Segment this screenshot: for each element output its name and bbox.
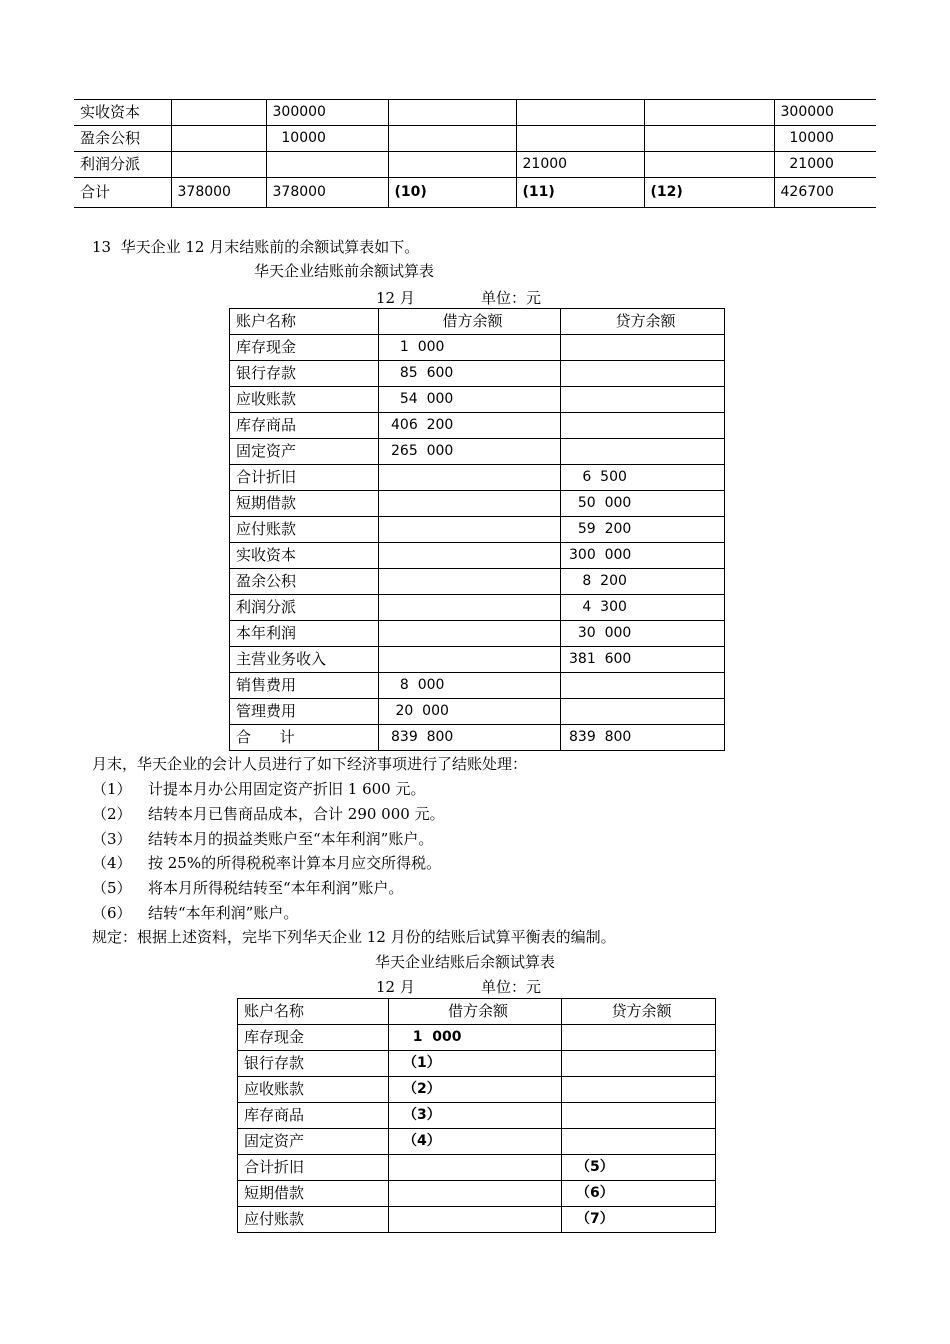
amount-cell: (12) bbox=[644, 178, 774, 208]
account-name-cell: 盈余公积 bbox=[230, 569, 379, 595]
item-number: （1） bbox=[92, 780, 132, 798]
table-row bbox=[230, 699, 725, 725]
credit-cell: 50 000 bbox=[561, 491, 725, 517]
account-name-cell: 银行存款 bbox=[238, 1051, 389, 1077]
account-name-cell: 短期借款 bbox=[230, 491, 379, 517]
table-row bbox=[238, 1155, 716, 1181]
amount-cell bbox=[388, 100, 516, 126]
credit-cell: 4 300 bbox=[561, 595, 725, 621]
post-closing-trial-balance-table bbox=[237, 998, 716, 1233]
table-row bbox=[230, 569, 725, 595]
amount-cell bbox=[644, 126, 774, 152]
table-row bbox=[230, 647, 725, 673]
debit-cell bbox=[389, 1155, 562, 1181]
table1-period: 12 月 bbox=[376, 289, 415, 307]
header-credit: 贷方余额 bbox=[562, 999, 716, 1025]
requirement: 规定：根据上述资料，完毕下列华天企业 12 月份的结账后试算平衡表的编制。 bbox=[92, 928, 616, 946]
credit-cell bbox=[562, 1129, 716, 1155]
credit-cell bbox=[561, 335, 725, 361]
item-number: （6） bbox=[92, 904, 132, 922]
debit-cell bbox=[379, 569, 561, 595]
amount-cell: 21000 bbox=[516, 152, 644, 178]
table-row bbox=[238, 1051, 716, 1077]
narrative: 月末，华天企业的会计人员进行了如下经济事项进行了结账处理： bbox=[92, 755, 528, 773]
table1-unit: 单位：元 bbox=[481, 289, 542, 307]
account-name-cell: 合 计 bbox=[230, 725, 379, 751]
debit-cell bbox=[379, 543, 561, 569]
header-credit: 贷方余额 bbox=[561, 309, 725, 335]
table-row bbox=[230, 335, 725, 361]
account-name-cell: 实收资本 bbox=[230, 543, 379, 569]
credit-cell bbox=[561, 699, 725, 725]
debit-cell: 839 800 bbox=[379, 725, 561, 751]
credit-cell bbox=[562, 1051, 716, 1077]
account-name-cell: 固定资产 bbox=[238, 1129, 389, 1155]
debit-cell: （3） bbox=[389, 1103, 562, 1129]
credit-cell: （6） bbox=[562, 1181, 716, 1207]
credit-cell bbox=[561, 387, 725, 413]
amount-cell: 300000 bbox=[266, 100, 388, 126]
amount-cell bbox=[388, 126, 516, 152]
amount-cell: 378000 bbox=[171, 178, 266, 208]
credit-cell: 59 200 bbox=[561, 517, 725, 543]
amount-cell bbox=[388, 152, 516, 178]
debit-cell: 1 000 bbox=[379, 335, 561, 361]
amount-cell bbox=[171, 152, 266, 178]
item-text: 结转本月的损益类账户至“本年利润”账户。 bbox=[148, 829, 434, 848]
amount-cell bbox=[644, 100, 774, 126]
header-account: 账户名称 bbox=[238, 999, 389, 1025]
account-name-cell: 销售费用 bbox=[230, 673, 379, 699]
account-name-cell: 应收账款 bbox=[238, 1077, 389, 1103]
question-13-intro: 13 华天企业 12 月末结账前的余额试算表如下。 bbox=[92, 238, 420, 256]
debit-cell: （2） bbox=[389, 1077, 562, 1103]
account-name-cell: 库存商品 bbox=[238, 1103, 389, 1129]
amount-cell bbox=[644, 152, 774, 178]
table-row bbox=[74, 178, 876, 208]
table-row bbox=[230, 439, 725, 465]
debit-cell: 1 000 bbox=[389, 1025, 562, 1051]
table-row bbox=[230, 621, 725, 647]
amount-cell: 10000 bbox=[774, 126, 876, 152]
table-row bbox=[230, 673, 725, 699]
amount-cell: (11) bbox=[516, 178, 644, 208]
debit-cell bbox=[379, 647, 561, 673]
account-name-cell: 主营业务收入 bbox=[230, 647, 379, 673]
item-text: 计提本月办公用固定资产折旧 1 600 元。 bbox=[148, 780, 426, 798]
table-row bbox=[74, 152, 876, 178]
table-row bbox=[230, 543, 725, 569]
amount-cell bbox=[516, 100, 644, 126]
account-name-cell: 短期借款 bbox=[238, 1181, 389, 1207]
table2-period: 12 月 bbox=[376, 978, 415, 996]
account-name-cell: 实收资本 bbox=[74, 100, 171, 126]
account-name-cell: 本年利润 bbox=[230, 621, 379, 647]
item-number: （5） bbox=[92, 879, 132, 898]
amount-cell: 10000 bbox=[266, 126, 388, 152]
item-number: （3） bbox=[92, 829, 132, 848]
table-row bbox=[230, 725, 725, 751]
top-partial-table bbox=[74, 99, 876, 208]
account-name-cell: 库存现金 bbox=[230, 335, 379, 361]
account-name-cell: 应付账款 bbox=[238, 1207, 389, 1233]
item-text: 将本月所得税结转至“本年利润”账户。 bbox=[148, 879, 404, 898]
table-row bbox=[238, 1077, 716, 1103]
table-row bbox=[230, 465, 725, 491]
credit-cell bbox=[561, 361, 725, 387]
table-row bbox=[238, 1103, 716, 1129]
table-row bbox=[230, 517, 725, 543]
table-row bbox=[230, 361, 725, 387]
debit-cell bbox=[379, 491, 561, 517]
credit-cell bbox=[561, 673, 725, 699]
amount-cell bbox=[171, 100, 266, 126]
account-name-cell: 盈余公积 bbox=[74, 126, 171, 152]
amount-cell: 21000 bbox=[774, 152, 876, 178]
table-row bbox=[238, 1025, 716, 1051]
credit-cell: 30 000 bbox=[561, 621, 725, 647]
credit-cell bbox=[561, 439, 725, 465]
credit-cell: 839 800 bbox=[561, 725, 725, 751]
credit-cell bbox=[561, 413, 725, 439]
credit-cell: 6 500 bbox=[561, 465, 725, 491]
account-name-cell: 库存商品 bbox=[230, 413, 379, 439]
table1-header-row bbox=[230, 309, 725, 335]
account-name-cell: 库存现金 bbox=[238, 1025, 389, 1051]
amount-cell bbox=[266, 152, 388, 178]
debit-cell: 406 200 bbox=[379, 413, 561, 439]
amount-cell: (10) bbox=[388, 178, 516, 208]
table-row bbox=[230, 387, 725, 413]
table2-title: 华天企业结账后余额试算表 bbox=[375, 953, 556, 971]
debit-cell: 265 000 bbox=[379, 439, 561, 465]
amount-cell: 426700 bbox=[774, 178, 876, 208]
debit-cell bbox=[379, 621, 561, 647]
amount-cell bbox=[171, 126, 266, 152]
account-name-cell: 银行存款 bbox=[230, 361, 379, 387]
table2-header-row bbox=[238, 999, 716, 1025]
table-row bbox=[238, 1207, 716, 1233]
credit-cell: 300 000 bbox=[561, 543, 725, 569]
table-row bbox=[238, 1181, 716, 1207]
debit-cell bbox=[389, 1181, 562, 1207]
credit-cell: （5） bbox=[562, 1155, 716, 1181]
debit-cell bbox=[379, 517, 561, 543]
account-name-cell: 合计折旧 bbox=[230, 465, 379, 491]
account-name-cell: 合计折旧 bbox=[238, 1155, 389, 1181]
account-name-cell: 利润分派 bbox=[74, 152, 171, 178]
debit-cell: 85 600 bbox=[379, 361, 561, 387]
amount-cell: 300000 bbox=[774, 100, 876, 126]
debit-cell bbox=[379, 595, 561, 621]
header-account: 账户名称 bbox=[230, 309, 379, 335]
table1-title: 华天企业结账前余额试算表 bbox=[254, 262, 435, 280]
item-text: 结转“本年利润”账户。 bbox=[148, 904, 299, 922]
pre-closing-trial-balance-table bbox=[229, 308, 725, 751]
debit-cell bbox=[379, 465, 561, 491]
debit-cell: （1） bbox=[389, 1051, 562, 1077]
credit-cell bbox=[562, 1077, 716, 1103]
table-row bbox=[74, 126, 876, 152]
debit-cell: 20 000 bbox=[379, 699, 561, 725]
credit-cell: 381 600 bbox=[561, 647, 725, 673]
item-number: （4） bbox=[92, 854, 132, 873]
credit-cell bbox=[562, 1103, 716, 1129]
item-number: （2） bbox=[92, 804, 132, 823]
item-text: 按 25%的所得税税率计算本月应交所得税。 bbox=[148, 854, 442, 873]
account-name-cell: 利润分派 bbox=[230, 595, 379, 621]
header-debit: 借方余额 bbox=[389, 999, 562, 1025]
credit-cell: （7） bbox=[562, 1207, 716, 1233]
table-row bbox=[74, 100, 876, 126]
debit-cell bbox=[389, 1207, 562, 1233]
amount-cell: 378000 bbox=[266, 178, 388, 208]
credit-cell bbox=[562, 1025, 716, 1051]
account-name-cell: 应付账款 bbox=[230, 517, 379, 543]
account-name-cell: 合计 bbox=[74, 178, 171, 208]
account-name-cell: 固定资产 bbox=[230, 439, 379, 465]
debit-cell: （4） bbox=[389, 1129, 562, 1155]
credit-cell: 8 200 bbox=[561, 569, 725, 595]
item-text: 结转本月已售商品成本，合计 290 000 元。 bbox=[148, 804, 445, 823]
header-debit: 借方余额 bbox=[379, 309, 561, 335]
debit-cell: 8 000 bbox=[379, 673, 561, 699]
amount-cell bbox=[516, 126, 644, 152]
table-row bbox=[230, 595, 725, 621]
table-row bbox=[230, 413, 725, 439]
account-name-cell: 应收账款 bbox=[230, 387, 379, 413]
table2-unit: 单位：元 bbox=[481, 978, 542, 996]
table-row bbox=[230, 491, 725, 517]
debit-cell: 54 000 bbox=[379, 387, 561, 413]
table-row bbox=[238, 1129, 716, 1155]
account-name-cell: 管理费用 bbox=[230, 699, 379, 725]
